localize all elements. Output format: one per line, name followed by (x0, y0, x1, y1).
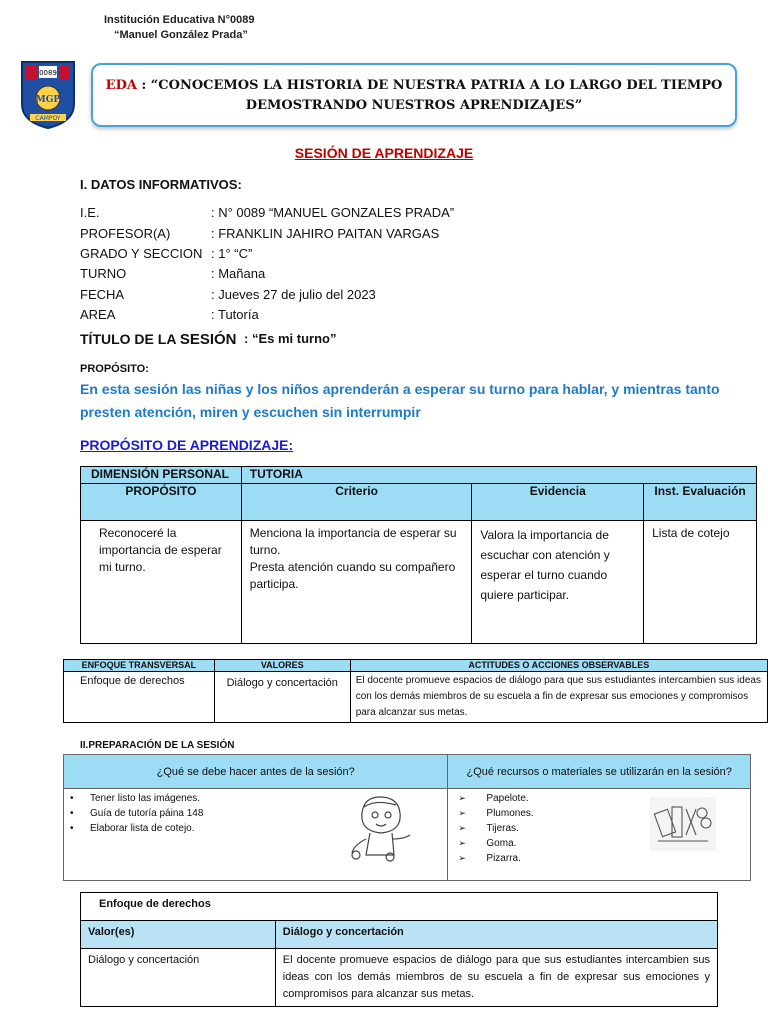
list-item: ➢ Tijeras. (448, 821, 750, 836)
header-actitudes: ACTITUDES O ACCIONES OBSERVABLES (350, 660, 767, 672)
cell-valor: Diálogo y concertación (81, 949, 276, 1007)
criterio-item: Menciona la importancia de esperar su turno. (249, 526, 457, 557)
datos-label: TURNO (80, 266, 127, 281)
datos-value: : Tutoría (211, 307, 259, 322)
list-item: • Tener listo las imágenes. (64, 791, 447, 806)
datos-value: : N° 0089 “MANUEL GONZALES PRADA” (211, 205, 455, 220)
cell-enfoque: Enfoque de derechos (64, 672, 215, 723)
svg-text:CAMPOY: CAMPOY (35, 115, 61, 122)
learning-purpose-table (80, 466, 757, 644)
transversal-approach-table (63, 659, 768, 723)
cell-criterio (241, 521, 472, 644)
header-criterio: Criterio (241, 484, 472, 521)
list-item: • Elaborar lista de cotejo. (64, 821, 447, 836)
proposito-aprendizaje-heading: PROPÓSITO DE APRENDIZAJE: (80, 437, 294, 453)
session-title-value: : “Es mi turno” (244, 331, 337, 346)
proposito-label: PROPÓSITO: (80, 363, 149, 375)
datos-label: AREA (80, 307, 116, 322)
criterio-item: Presta atención cuando su compañero participa. (249, 560, 456, 591)
datos-label: PROFESOR(A) (80, 226, 171, 241)
list-item: • Guía de tutoría páina 148 (64, 806, 447, 821)
list-item: ➢ Plumones. (448, 806, 750, 821)
cell-instrumento: Lista de cotejo (644, 521, 757, 644)
datos-value: : Jueves 27 de julio del 2023 (211, 287, 376, 302)
svg-text:MGP: MGP (35, 95, 61, 105)
header-before-session: ¿Qué se debe hacer antes de la sesión? (64, 755, 448, 789)
institution-line-2: “Manuel González Prada” (114, 29, 248, 41)
child-illustration (346, 793, 418, 868)
cell-valores: Diálogo y concertación (214, 672, 350, 723)
cell-descripcion: El docente promueve espacios de diálogo para que sus estudiantes intercambien sus ideas con los demás miembros de su escuela a fin de expresar sus emociones y compromisos para alcanzar sus metas. (275, 949, 717, 1007)
header-dialogo: Diálogo y concertación (275, 921, 717, 949)
datos-label: I.E. (80, 205, 100, 220)
cell-evidencia: Valora la importancia de escuchar con atención y esperar el turno cuando quiere participar. (472, 521, 644, 644)
list-item: ➢ Pizarra. (448, 851, 750, 866)
datos-label: FECHA (80, 287, 125, 302)
cell-actitudes: El docente promueve espacios de diálogo para que sus estudiantes intercambien sus ideas con los demás miembros de su escuela a fin de expresar sus emociones y compromisos para alcanzar sus metas. (350, 672, 767, 723)
cell-proposito: Reconoceré la importancia de esperar mi turno. (81, 521, 242, 644)
session-title-label (80, 331, 237, 348)
session-title-label-b: SESIÓN (179, 331, 237, 348)
eda-label: EDA (105, 78, 137, 93)
values-table (80, 892, 718, 1007)
dimension-cell: DIMENSIÓN PERSONAL (81, 467, 242, 484)
school-supplies-illustration (650, 797, 716, 856)
header-proposito: PROPÓSITO (81, 484, 242, 521)
datos-label: GRADO Y SECCION (80, 246, 203, 261)
svg-text:0089: 0089 (39, 69, 57, 77)
header-enfoque: ENFOQUE TRANSVERSAL (64, 660, 215, 672)
header-valores: VALORES (214, 660, 350, 672)
datos-heading: I. DATOS INFORMATIVOS: (80, 177, 242, 192)
header-resources: ¿Qué recursos o materiales se utilizarán en la sesión? (448, 755, 751, 789)
eda-title-line-1: : “CONOCEMOS LA HISTORIA DE NUESTRA PATRIA A LO LARGO DEL TIEMPO (141, 78, 723, 93)
session-title-label-a: TÍTULO DE LA (80, 331, 180, 347)
eda-title-line-2: DEMOSTRANDO NUESTROS APRENDIZAJES” (245, 98, 583, 113)
list-item: ➢ Papelote. (448, 791, 750, 806)
list-item: ➢ Goma. (448, 836, 750, 851)
datos-value: : FRANKLIN JAHIRO PAITAN VARGAS (211, 226, 440, 241)
header-evidencia: Evidencia (472, 484, 644, 521)
header-instrumento: Inst. Evaluación (644, 484, 757, 521)
institution-line-1: Institución Educativa N°0089 (104, 14, 255, 26)
preparation-heading: II.PREPARACIÓN DE LA SESIÓN (80, 740, 235, 751)
eda-title-banner (91, 63, 737, 127)
cell-before-session (64, 789, 448, 881)
school-crest-logo (20, 58, 76, 130)
datos-value: : Mañana (211, 266, 266, 281)
session-title: SESIÓN DE APRENDIZAJE (294, 145, 474, 161)
cell-resources (448, 789, 751, 881)
institution-name (104, 13, 255, 43)
proposito-text: En esta sesión las niñas y los niños aprenderán a esperar su turno para hablar, y mientras tanto presten atención, miren y escuchen sin interrumpir (80, 381, 720, 420)
values-table-title: Enfoque de derechos (81, 893, 718, 921)
preparation-table (63, 754, 751, 881)
area-cell: TUTORIA (241, 467, 756, 484)
datos-value: : 1° “C” (211, 246, 253, 261)
header-valores: Valor(es) (81, 921, 276, 949)
